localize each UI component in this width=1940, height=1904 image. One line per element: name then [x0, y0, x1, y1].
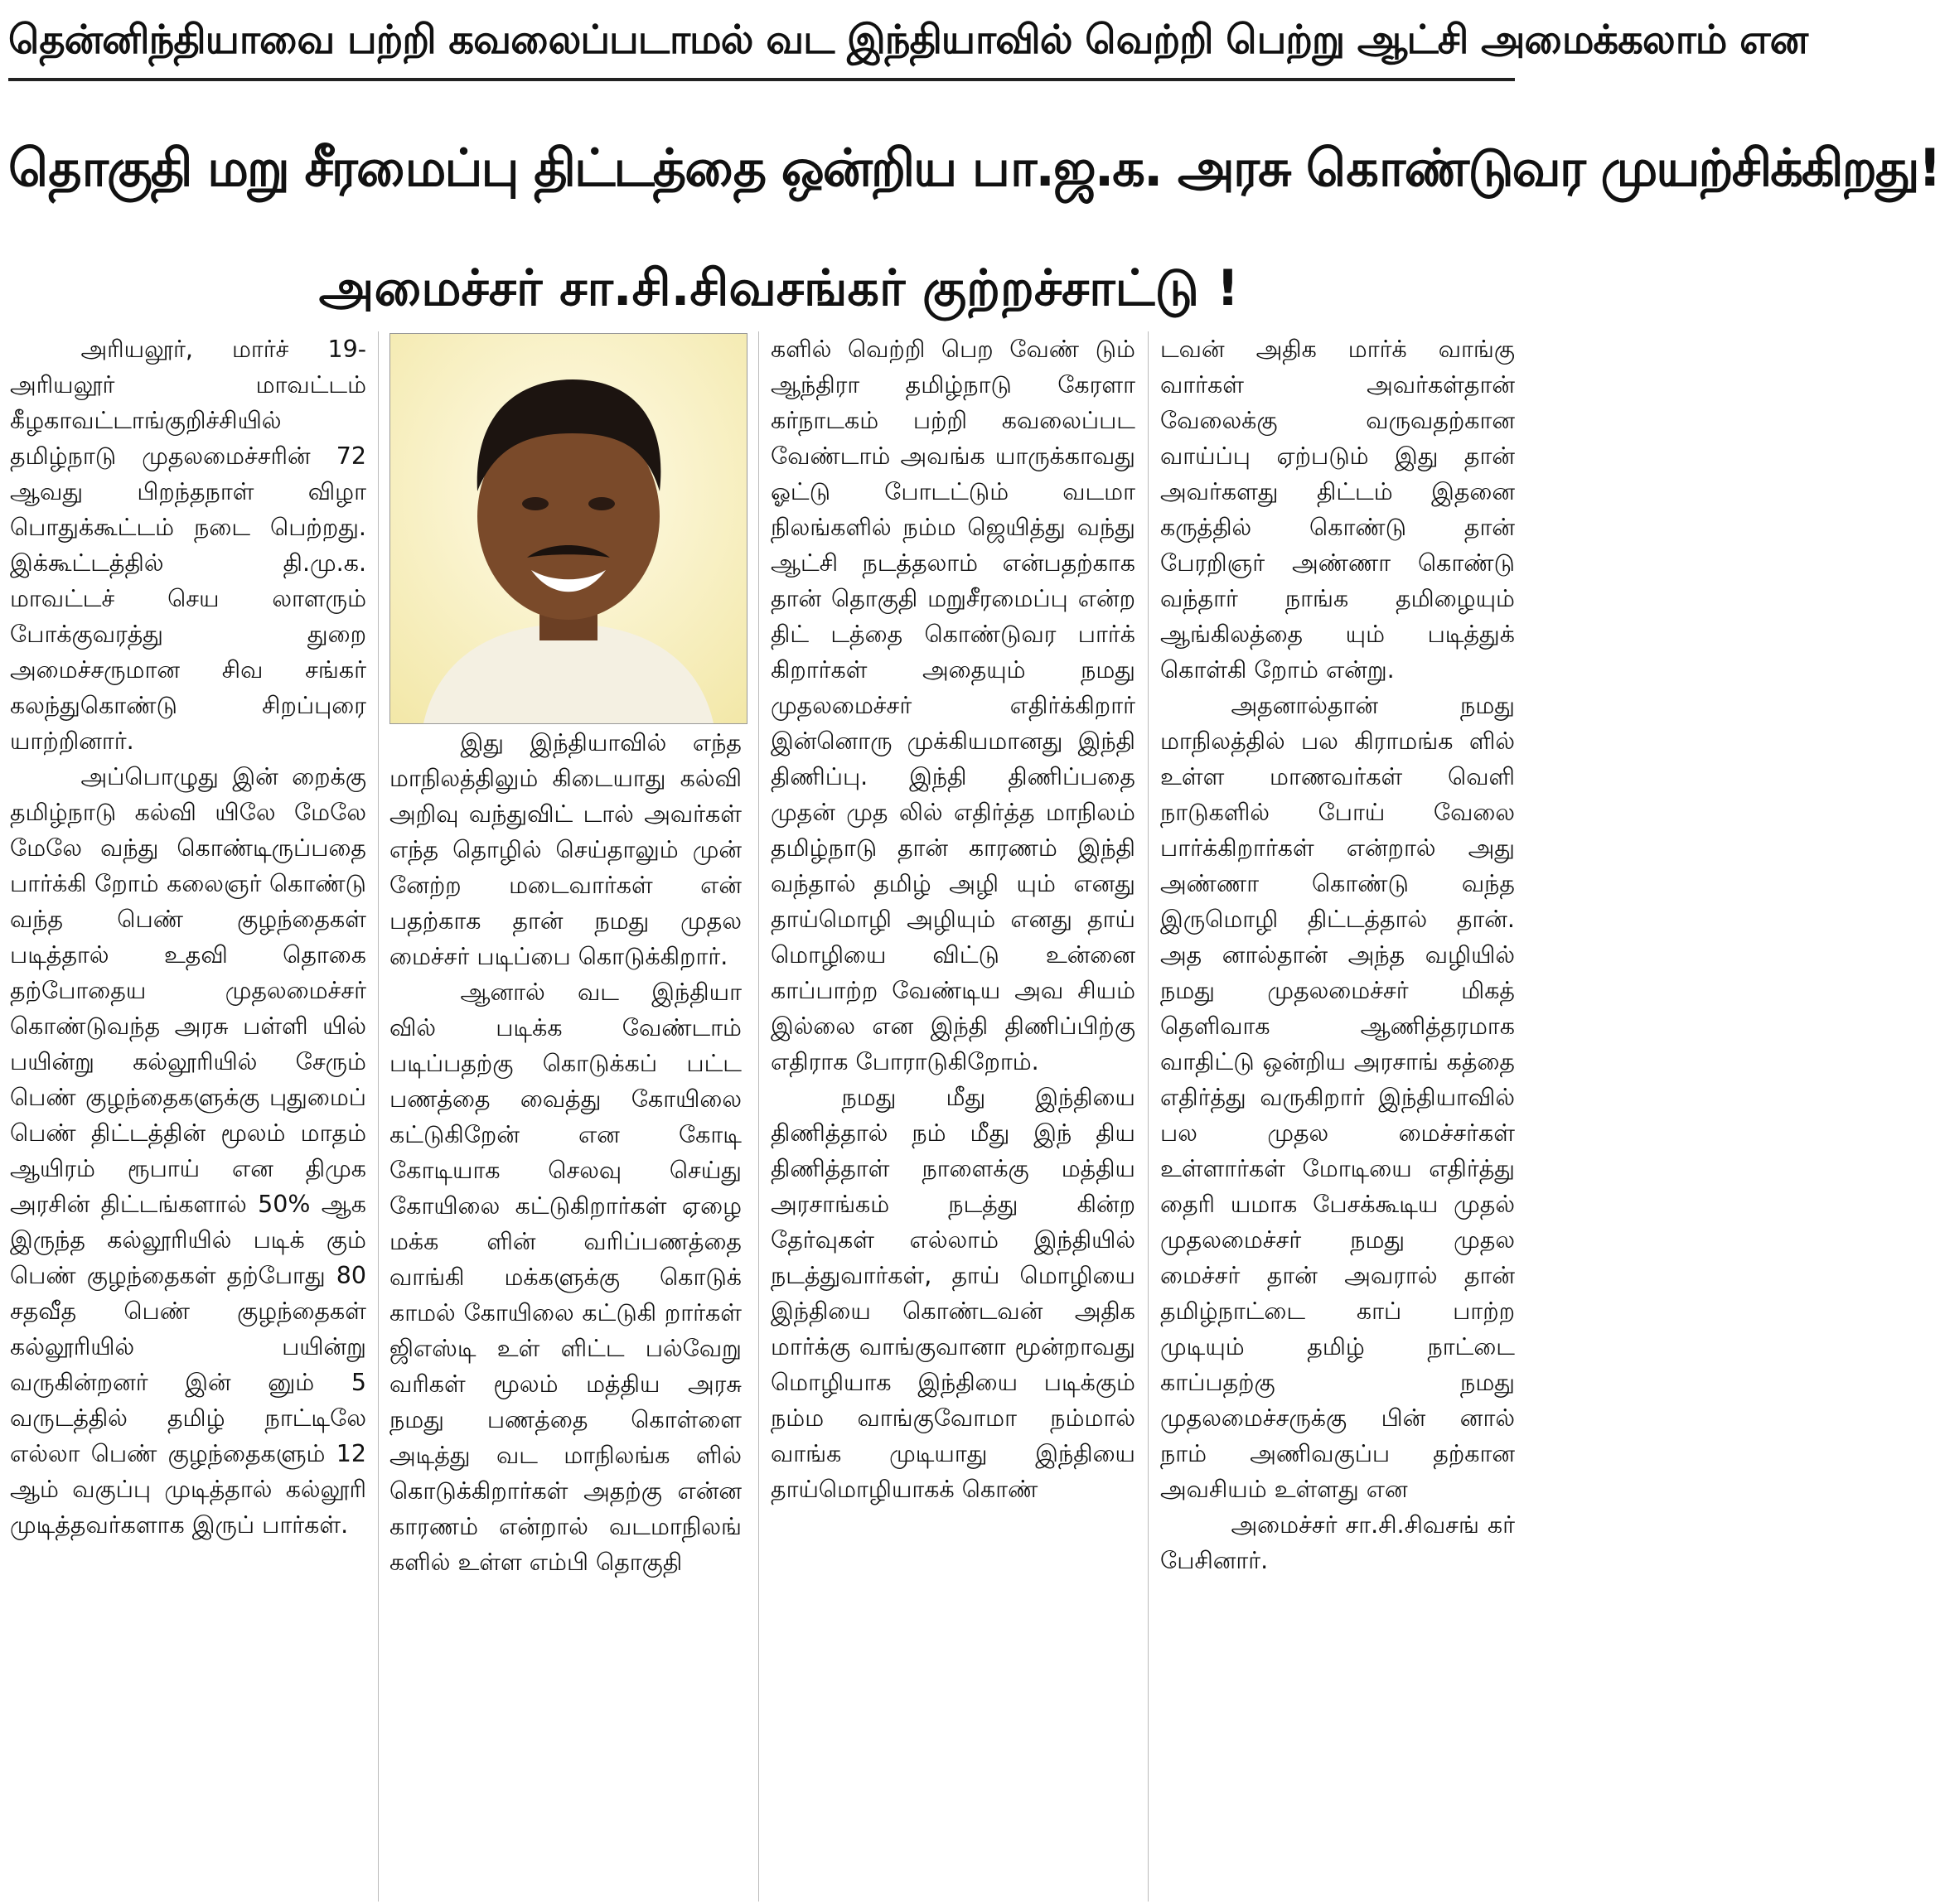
column-divider [758, 331, 759, 1902]
column-divider [1148, 331, 1149, 1902]
paragraph: இது இந்தியாவில் எந்த மாநிலத்திலும் கிடையாது கல்வி அறிவு வந்துவிட் டால் அவர்கள் எந்த தொழில் செய்தாலும் முன் னேற்ற மடைவார்கள் என் பதற்காக தான் நமது முதல மைச்சர் படிப்பை கொடுக்கிறார். [389, 729, 742, 970]
kicker-line: தென்னிந்தியாவை பற்றி கவலைப்படாமல் வட இந்தியாவில் வெற்றி பெற்று ஆட்சி அமைக்கலாம் என [8, 17, 1808, 63]
header-rule [8, 78, 1515, 81]
paragraph: களில் வெற்றி பெற வேண் டும் ஆந்திரா தமிழ்நாடு கேரளா கர்நாடகம் பற்றி கவலைப்பட வேண்டாம் அவங்க யாருக்காவது ஓட்டு போடட்டும் வடமா நிலங்களில் நம்ம ஜெயித்து வந்து ஆட்சி நடத்தலாம் என்பதற்காக தான் தொகுதி மறுசீரமைப்பு என்ற திட் டத்தை கொண்டுவர பார்க் கிறார்கள் அதையும் நமது முதலமைச்சர் எதிர்க்கிறார் இன்னொரு முக்கியமானது இந்தி திணிப்பு. இந்தி திணிப்பதை முதன் முத லில் எதிர்த்த மாநிலம் தமிழ்நாடு தான் காரணம் இந்தி வந்தால் தமிழ் அழி யும் எனது தாய்மொழி அழியும் எனது தாய் மொழியை விட்டு உன்னை காப்பாற்ற வேண்டிய அவ சியம் இல்லை என இந்தி திணிப்பிற்கு எதிராக போராடுகிறோம். [771, 336, 1135, 1075]
paragraph: அதனால்தான் நமது மாநிலத்தில் பல கிராமங்க ளில் உள்ள மாணவர்கள் வெளி நாடுகளில் போய் வேலை பார்க்கிறார்கள் என்றால் அது அண்ணா கொண்டு வந்த இருமொழி திட்டத்தால் தான். அத னால்தான் அந்த வழியில் நமது முதலமைச்சர் மிகத் தெளிவாக ஆணித்தரமாக வாதிட்டு ஒன்றிய அரசாங் கத்தை எதிர்த்து வருகிறார் இந்தியாவில் பல முதல மைச்சர்கள் உள்ளார்கள் மோடியை எதிர்த்து தைரி யமாக பேசக்கூடிய முதல் முதலமைச்சர் நமது முதல மைச்சர் தான் அவரால் தான் தமிழ்நாட்டை காப் பாற்ற முடியும் தமிழ் நாட்டை காப்பதற்கு நமது முதலமைச்சருக்கு பின் னால் நாம் அணிவகுப்ப தற்கான அவசியம் உள்ளது என [1160, 692, 1515, 1503]
headline: தொகுதி மறு சீரமைப்பு திட்டத்தை ஒன்றிய பா.ஜ.க. அரசு கொண்டுவர முயற்சிக்கிறது! [8, 138, 1940, 198]
paragraph: டவன் அதிக மார்க் வாங்கு வார்கள் அவர்கள்தான் வேலைக்கு வருவதற்கான வாய்ப்பு ஏற்படும் இது தான் அவர்களது திட்டம் இதனை கருத்தில் கொண்டு தான் பேரறிஞர் அண்ணா கொண்டு வந்தார் நாங்க தமிழையும் ஆங்கிலத்தை யும் படித்துக் கொள்கி றோம் என்று. [1160, 336, 1515, 684]
paragraph: நமது மீது இந்தியை திணித்தால் நம் மீது இந் திய திணித்தாள் நாளைக்கு மத்திய அரசாங்கம் நடத்து கின்ற தேர்வுகள் எல்லாம் இந்தியில் நடத்துவார்கள், தாய் மொழியை இந்தியை கொண்டவன் அதிக மார்க்கு வாங்குவானா மூன்றாவது மொழியாக இந்தியை படிக்கும் நம்ம வாங்குவோமா நம்மால் வாங்க முடியாது இந்தியை தாய்மொழியாகக் கொண் [771, 1084, 1135, 1503]
portrait-photo [389, 333, 747, 724]
subheadline: அமைச்சர் சா.சி.சிவசங்கர் குற்றச்சாட்டு ! [318, 259, 1240, 317]
article-column-1 [10, 331, 366, 1902]
article-column-3 [771, 331, 1135, 1902]
column-divider [378, 331, 379, 1902]
paragraph: அரியலூர், மார்ச் 19- அரியலூர் மாவட்டம் கீழகாவட்டாங்குறிச்சியில் தமிழ்நாடு முதலமைச்சரின் 72 ஆவது பிறந்தநாள் விழா பொதுக்கூட்டம் நடை பெற்றது. இக்கூட்டத்தில் தி.மு.க. மாவட்டச் செய லாளரும் போக்குவரத்து துறை அமைச்சருமான சிவ சங்கர் கலந்துகொண்டு சிறப்புரை யாற்றினார். [10, 336, 366, 755]
paragraph: அப்பொழுது இன் றைக்கு தமிழ்நாடு கல்வி யிலே மேலே மேலே வந்து கொண்டிருப்பதை பார்க்கி றோம் கலைஞர் கொண்டு வந்த பெண் குழந்தைகள் படித்தால் உதவி தொகை தற்போதைய முதலமைச்சர் கொண்டுவந்த அரசு பள்ளி யில் பயின்று கல்லூரியில் சேரும் பெண் குழந்தைகளுக்கு புதுமைப் பெண் திட்டத்தின் மூலம் மாதம் ஆயிரம் ரூபாய் என திமுக அரசின் திட்டங்களால் 50% ஆக இருந்த கல்லூரியில் படிக் கும் பெண் குழந்தைகள் தற்போது 80 சதவீத பெண் குழந்தைகள் கல்லூரியில் பயின்று வருகின்றனர் இன் னும் 5 வருடத்தில் தமிழ் நாட்டிலே எல்லா பெண் குழந்தைகளும் 12 ஆம் வகுப்பு முடித்தால் கல்லூரி முடித்தவர்களாக இருப் பார்கள். [10, 763, 366, 1539]
paragraph: ஆனால் வட இந்தியா வில் படிக்க வேண்டாம் படிப்பதற்கு கொடுக்கப் பட்ட பணத்தை வைத்து கோயிலை கட்டுகிறேன் என கோடி கோடியாக செலவு செய்து கோயிலை கட்டுகிறார்கள் ஏழை மக்க ளின் வரிப்பணத்தை வாங்கி மக்களுக்கு கொடுக் காமல் கோயிலை கட்டுகி றார்கள் ஜிஎஸ்டி உள் ளிட்ட பல்வேறு வரிகள் மூலம் மத்திய அரசு நமது பணத்தை கொள்ளை அடித்து வட மாநிலங்க ளில் கொடுக்கிறார்கள் அதற்கு என்ன காரணம் என்றால் வடமாநிலங் களில் உள்ள எம்பி தொகுதி [389, 979, 742, 1576]
article-column-4 [1160, 331, 1515, 1902]
article-column-2 [389, 725, 742, 1902]
paragraph: அமைச்சர் சா.சி.சிவசங் கர் பேசினார். [1160, 1511, 1515, 1574]
